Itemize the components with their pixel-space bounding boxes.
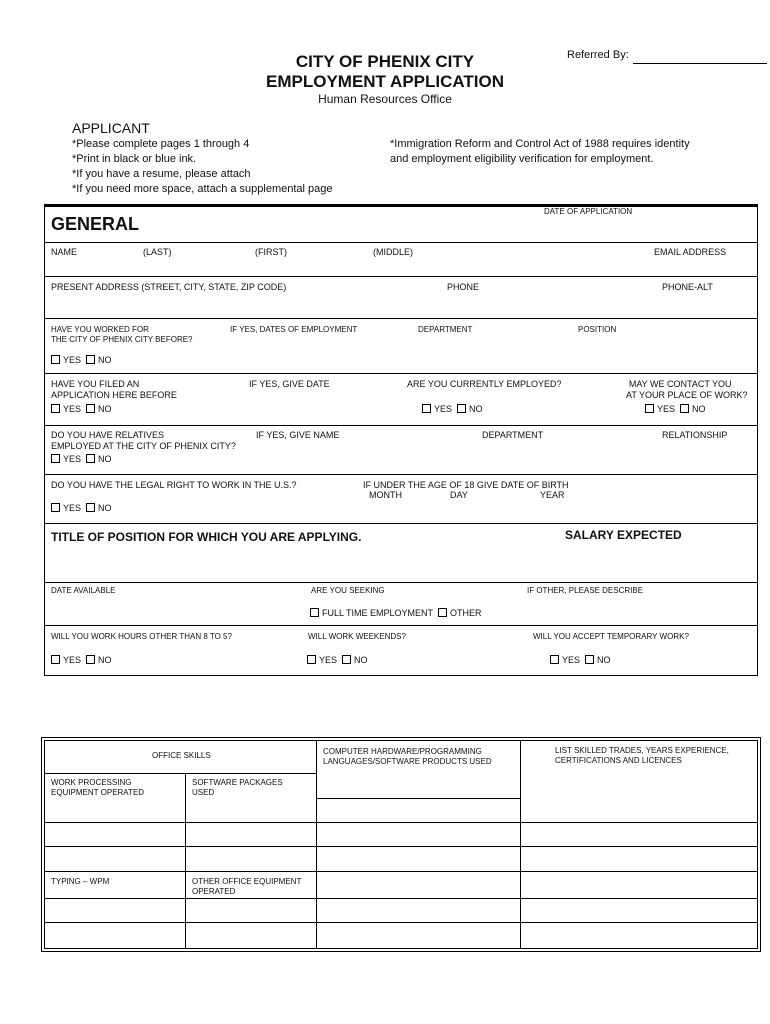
filed-before-label: HAVE YOU FILED AN APPLICATION HERE BEFORE (51, 379, 177, 400)
checkbox-yes[interactable] (422, 404, 431, 413)
checkbox-other[interactable] (438, 608, 447, 617)
day-label: DAY (450, 490, 468, 500)
checkbox-yes[interactable] (51, 454, 60, 463)
checkbox-no[interactable] (585, 655, 594, 664)
form-title (0, 52, 770, 92)
office-name: Human Resources Office (318, 92, 452, 106)
filed-before-options: YES NO (51, 404, 112, 415)
legal-right-options: YES NO (51, 503, 112, 514)
checkbox-yes[interactable] (51, 404, 60, 413)
title-of-position-label: TITLE OF POSITION FOR WHICH YOU ARE APPLYING. (51, 530, 362, 544)
general-top-line (44, 205, 758, 207)
dates-of-employment-label: IF YES, DATES OF EMPLOYMENT (230, 325, 358, 334)
title-line-1: CITY OF PHENIX CITY (295, 52, 475, 71)
checkbox-no[interactable] (680, 404, 689, 413)
relatives-label: DO YOU HAVE RELATIVES EMPLOYED AT THE CITY OF PHENIX CITY? (51, 430, 236, 451)
date-of-application-label: DATE OF APPLICATION (544, 207, 633, 216)
phone-alt-label: PHONE-ALT (662, 282, 713, 292)
software-packages-label: SOFTWARE PACKAGES USED (192, 778, 283, 797)
give-name-label: IF YES, GIVE NAME (256, 430, 340, 440)
relationship-label: RELATIONSHIP (662, 430, 728, 440)
email-label: EMAIL ADDRESS (654, 247, 727, 257)
checkbox-yes[interactable] (51, 655, 60, 664)
worked-before-options: YES NO (51, 355, 112, 366)
computer-hardware-label: COMPUTER HARDWARE/PROGRAMMING LANGUAGES/SOFTWARE PRODUCTS USED (323, 747, 492, 766)
weekends-options: YES NO (307, 655, 368, 666)
legal-right-label: DO YOU HAVE THE LEGAL RIGHT TO WORK IN THE U.S.? (51, 480, 297, 490)
checkbox-yes[interactable] (645, 404, 654, 413)
other-describe-label: IF OTHER, PLEASE DESCRIBE (527, 586, 644, 595)
applicant-notes-left: *Please complete pages 1 through 4 *Print in black or blue ink. *If you have a resume, please attach *If you need more space, attach a supplemental page (72, 138, 333, 195)
general-heading: GENERAL (51, 214, 140, 234)
hours-label: WILL YOU WORK HOURS OTHER THAN 8 TO 5? (51, 632, 232, 641)
hours-options: YES NO (51, 655, 112, 666)
relatives-options: YES NO (51, 454, 112, 465)
department-label: DEPARTMENT (418, 325, 473, 334)
checkbox-no[interactable] (86, 355, 95, 364)
temporary-options: YES NO (550, 655, 611, 666)
checkbox-no[interactable] (86, 454, 95, 463)
skills-table-inner (44, 740, 758, 949)
last-name-label: (LAST) (143, 247, 172, 257)
checkbox-full-time[interactable] (310, 608, 319, 617)
checkbox-no[interactable] (457, 404, 466, 413)
other-office-equipment-label: OTHER OFFICE EQUIPMENT OPERATED (192, 877, 302, 896)
temporary-label: WILL YOU ACCEPT TEMPORARY WORK? (533, 632, 689, 641)
phone-label: PHONE (447, 282, 480, 292)
checkbox-yes[interactable] (51, 503, 60, 512)
work-processing-label: WORK PROCESSING EQUIPMENT OPERATED (51, 778, 145, 797)
typing-wpm-label: TYPING – WPM (51, 877, 110, 886)
referred-by-label: Referred By: (567, 49, 629, 61)
relative-department-label: DEPARTMENT (482, 430, 544, 440)
checkbox-yes[interactable] (51, 355, 60, 364)
applicant-notes-right: *Immigration Reform and Control Act of 1988 requires identity and employment eligibility verification for employment. (390, 138, 690, 165)
contact-work-options: YES NO (645, 404, 706, 415)
checkbox-no[interactable] (342, 655, 351, 664)
present-address-label: PRESENT ADDRESS (STREET, CITY, STATE, ZIP CODE) (51, 282, 287, 292)
skilled-trades-label: LIST SKILLED TRADES, YEARS EXPERIENCE, CERTIFICATIONS AND LICENCES (555, 746, 729, 765)
checkbox-no[interactable] (86, 503, 95, 512)
year-label: YEAR (540, 490, 565, 500)
contact-work-label: MAY WE CONTACT YOU AT YOUR PLACE OF WORK? (626, 379, 748, 400)
first-name-label: (FIRST) (255, 247, 287, 257)
checkbox-no[interactable] (86, 655, 95, 664)
title-line-2: EMPLOYMENT APPLICATION (266, 72, 504, 91)
currently-employed-label: ARE YOU CURRENTLY EMPLOYED? (407, 379, 562, 389)
position-label: POSITION (578, 325, 617, 334)
referred-by-line[interactable] (633, 63, 767, 64)
checkbox-yes[interactable] (307, 655, 316, 664)
worked-before-label: HAVE YOU WORKED FOR THE CITY OF PHENIX CITY BEFORE? (51, 325, 193, 344)
give-date-label: IF YES, GIVE DATE (249, 379, 330, 389)
month-label: MONTH (369, 490, 402, 500)
applicant-heading: APPLICANT (72, 120, 150, 136)
salary-expected-label: SALARY EXPECTED (565, 528, 682, 542)
date-available-label: DATE AVAILABLE (51, 586, 116, 595)
seeking-options: FULL TIME EMPLOYMENT OTHER (310, 608, 482, 619)
under-18-label: IF UNDER THE AGE OF 18 GIVE DATE OF BIRTH (363, 480, 569, 490)
currently-employed-options: YES NO (422, 404, 483, 415)
checkbox-no[interactable] (86, 404, 95, 413)
middle-name-label: (MIDDLE) (373, 247, 413, 257)
seeking-label: ARE YOU SEEKING (311, 586, 385, 595)
weekends-label: WILL WORK WEEKENDS? (308, 632, 406, 641)
name-label: NAME (51, 247, 78, 257)
office-skills-label: OFFICE SKILLS (152, 751, 211, 760)
checkbox-yes[interactable] (550, 655, 559, 664)
